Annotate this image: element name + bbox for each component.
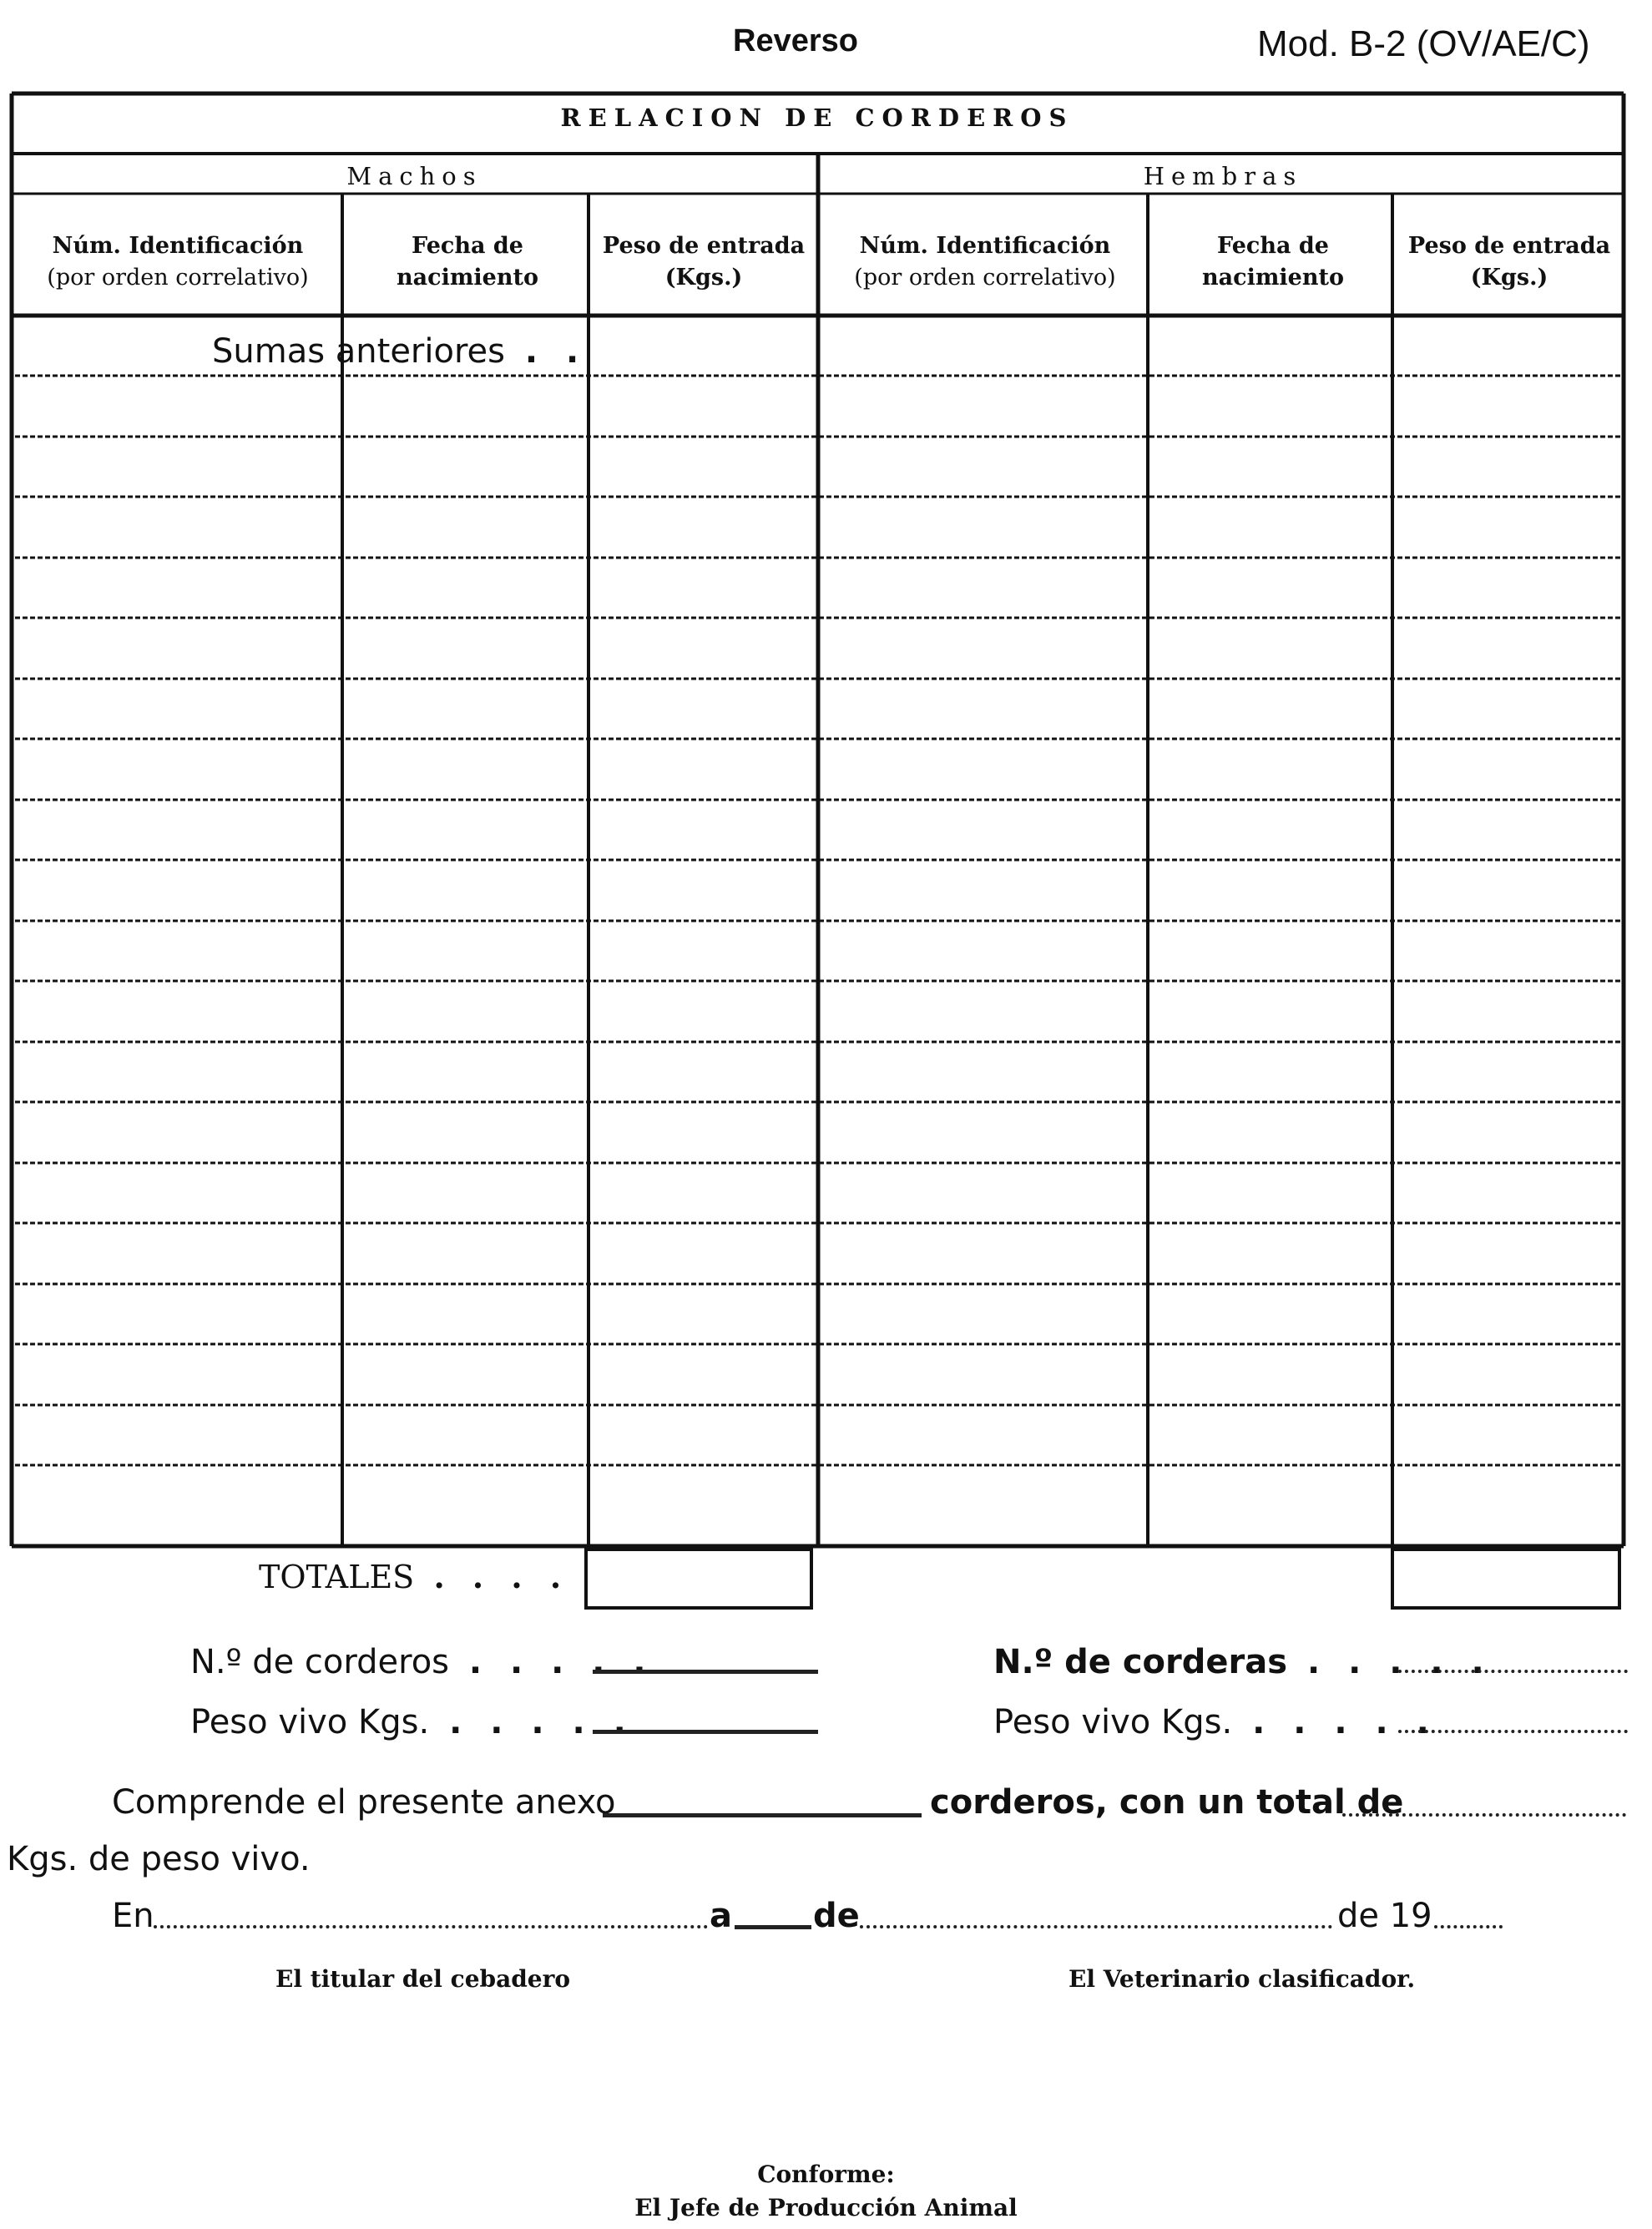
form-model-code: Mod. B-2 (OV/AE/C) — [1257, 23, 1590, 64]
table-title: RELACION DE CORDEROS — [560, 104, 1074, 132]
month-field[interactable] — [860, 1925, 1332, 1928]
year-field[interactable] — [1434, 1925, 1503, 1928]
col-head-male-weight: Peso de entrada (Kgs.) — [602, 233, 806, 291]
col-head-male-date: Fecha de nacimiento — [397, 233, 538, 291]
female-weight-field[interactable] — [1398, 1730, 1628, 1733]
statement-lamb-count-field[interactable] — [603, 1813, 922, 1817]
holder-signature-label: El titular del cebadero — [275, 1965, 571, 1993]
month-de-label: de — [813, 1897, 860, 1935]
chief-signature-label: El Jefe de Producción Animal — [634, 2194, 1018, 2221]
day-field[interactable] — [735, 1925, 811, 1929]
totals-label: TOTALES . . . . — [259, 1558, 570, 1595]
page-side-label: Reverso — [733, 23, 858, 58]
vet-signature-label: El Veterinario clasificador. — [1068, 1965, 1416, 1993]
female-weight-total-box[interactable] — [1392, 1549, 1619, 1608]
male-weight-field[interactable] — [593, 1730, 818, 1734]
male-count-field[interactable] — [593, 1670, 818, 1674]
day-a-label: a — [710, 1897, 732, 1935]
female-count-label: N.º de corderas . . . . . — [993, 1643, 1493, 1681]
statement-part3: Kgs. de peso vivo. — [7, 1840, 311, 1878]
col-head-female-date: Fecha de nacimiento — [1202, 233, 1344, 291]
statement-kg-field[interactable] — [1342, 1813, 1626, 1817]
male-count-label: N.º de corderos . . . . . — [190, 1643, 654, 1681]
col-head-female-id: Núm. Identificación (por orden correlativo) — [854, 233, 1116, 291]
year-label: de 19 — [1337, 1897, 1432, 1935]
col-head-female-weight: Peso de entrada (Kgs.) — [1407, 233, 1611, 291]
statement-part1: Comprende el presente anexo — [112, 1783, 616, 1822]
approval-label: Conforme: — [757, 2161, 895, 2188]
female-count-field[interactable] — [1398, 1670, 1628, 1673]
male-weight-label: Peso vivo Kgs. . . . . . — [190, 1703, 634, 1741]
group-females: Hembras — [1143, 162, 1303, 190]
col-head-male-id: Núm. Identificación (por orden correlativo) — [47, 233, 309, 291]
previous-sums-label: Sumas anteriores . . — [212, 332, 588, 371]
statement-part2: corderos, con un total de — [930, 1783, 1404, 1822]
female-weight-label: Peso vivo Kgs. . . . . . — [993, 1703, 1437, 1741]
place-field[interactable] — [154, 1925, 708, 1928]
male-weight-total-box[interactable] — [586, 1549, 811, 1608]
place-label: En — [112, 1897, 154, 1935]
group-males: Machos — [346, 162, 482, 190]
